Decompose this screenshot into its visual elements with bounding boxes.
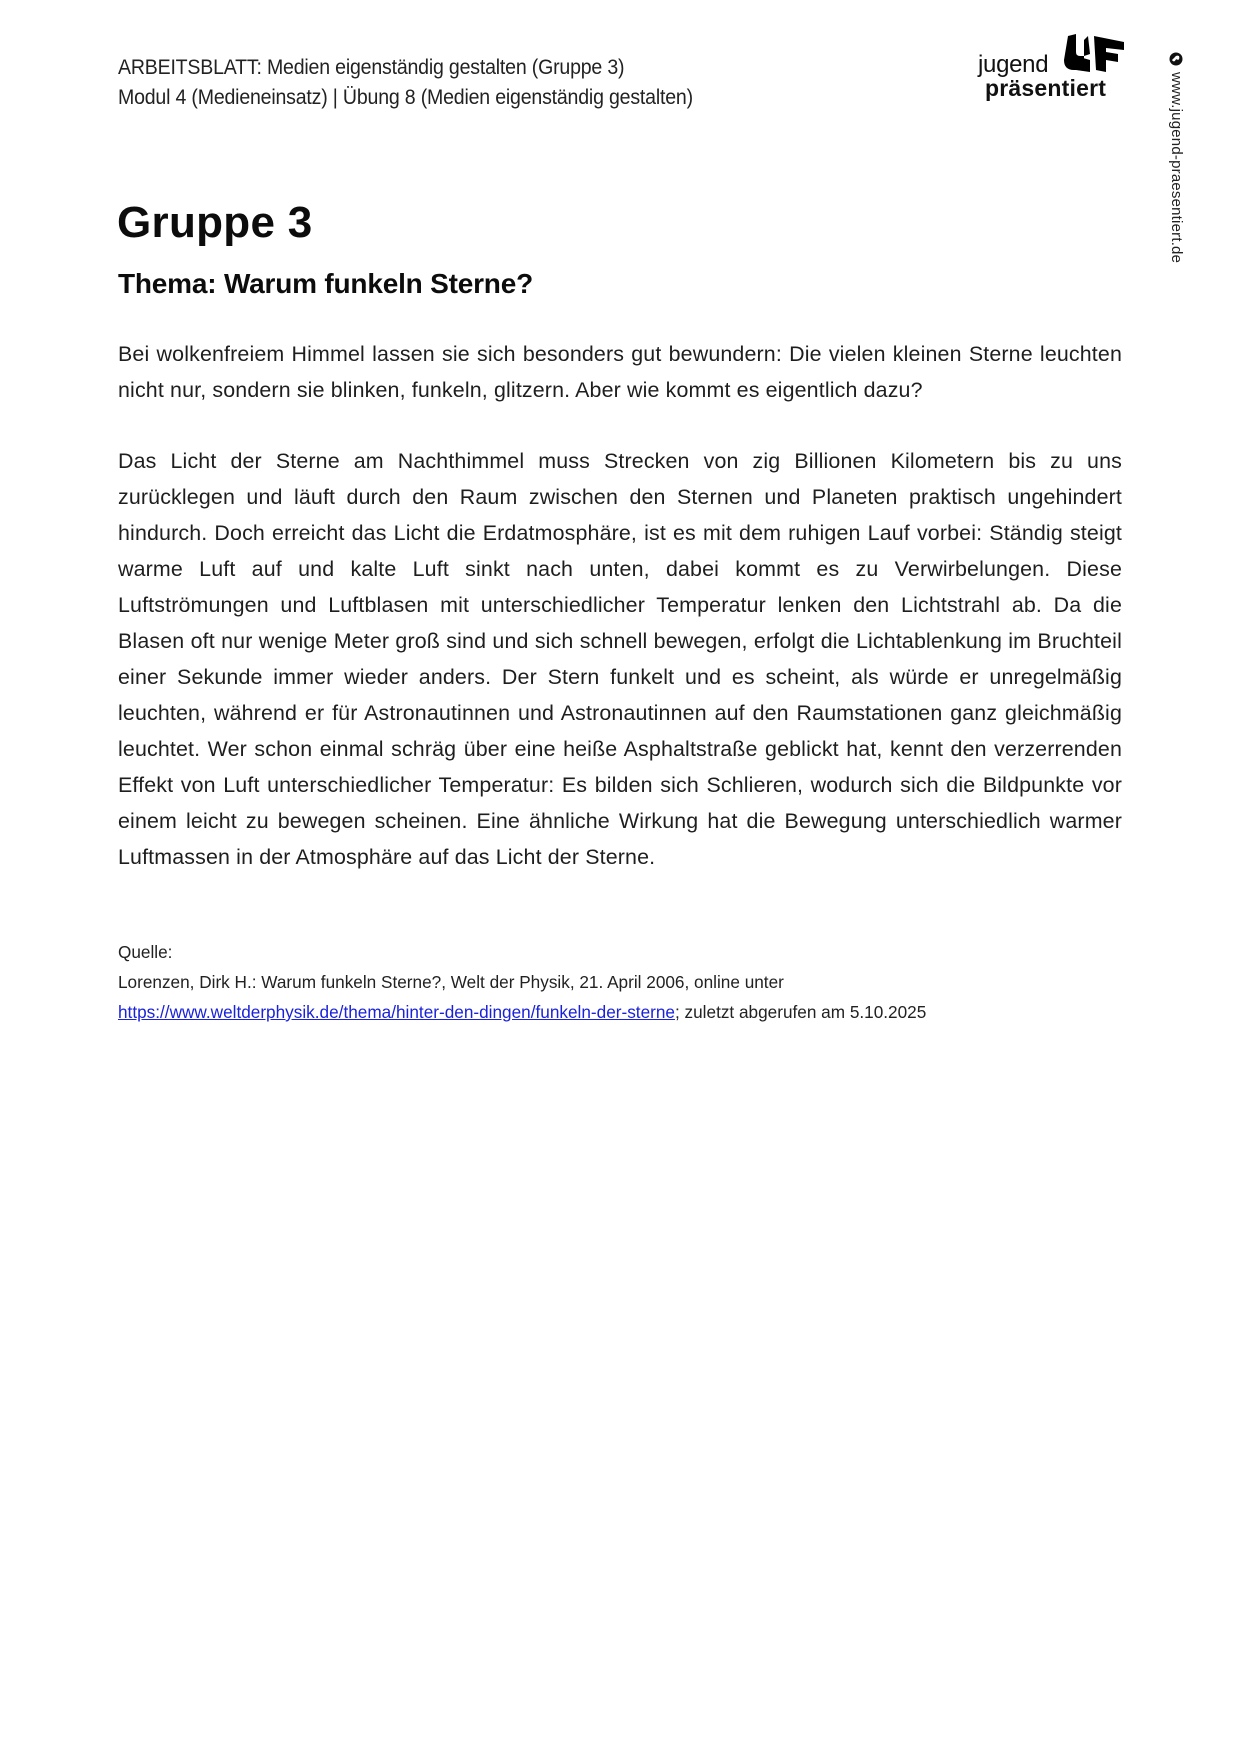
source-access-date: ; zuletzt abgerufen am 5.10.2025 [674, 1002, 927, 1022]
source-link-line [118, 997, 926, 1027]
website-url [1168, 52, 1185, 263]
worksheet-title-line: ARBEITSBLATT: Medien eigenständig gestalten (Gruppe 3) [118, 56, 625, 79]
intro-paragraph: Bei wolkenfreiem Himmel lassen sie sich besonders gut bewundern: Die vielen kleinen Sterne leuchten nicht nur, sondern sie blinken, funkeln, glitzern. Aber wie kommt es eigentlich dazu? [118, 342, 1122, 402]
jp-logo-mark-icon [1062, 30, 1128, 74]
source-section [118, 937, 926, 1027]
page-title: Gruppe 3 [117, 198, 313, 247]
globe-icon [1170, 52, 1184, 66]
body-paragraph: Das Licht der Sterne am Nachthimmel muss Strecken von zig Billionen Kilometern bis zu uns zurücklegen und läuft durch den Raum zwischen den Sternen und Planeten praktisch ungehindert hindurch. Doch erreicht das Licht die Erdatmosphäre, ist es mit dem ruhigen Lauf vorbei: Ständig steigt warme Luft auf und kalte Luft sinkt nach unten, dabei kommt es zu Verwirbelungen. Diese Luftströmungen und Luftblasen mit unterschiedlicher Temperatur lenken den Lichtstrahl ab. Da die Blasen oft nur wenige Meter groß sind und sich schnell bewegen, erfolgt die Lichtablenkung im Bruchteil einer Sekunde immer wieder anders. Der Stern funkelt und es scheint, als würde er unregelmäßig leuchten, während er für Astronautinnen und Astronautinnen auf den Raumstationen ganz gleichmäßig leuchtet. Wer schon einmal schräg über eine heiße Asphaltstraße geblickt hat, kennt den verzerrenden Effekt von Luft unterschiedlicher Temperatur: Es bilden sich Schlieren, wodurch sich die Bildpunkte vor einem leicht zu bewegen scheinen. Eine ähnliche Wirkung hat die Bewegung unterschiedlich warmer Luftmassen in der Atmosphäre auf das Licht der Sterne. [118, 449, 1122, 869]
logo-word-praesentiert: präsentiert [985, 75, 1107, 101]
worksheet-header [118, 53, 736, 113]
jugend-praesentiert-logo [978, 30, 1128, 105]
website-url-text: www.jugend-praesentiert.de [1168, 72, 1185, 264]
source-citation: Lorenzen, Dirk H.: Warum funkeln Sterne?, Welt der Physik, 21. April 2006, online unter [118, 972, 784, 992]
topic-subtitle: Thema: Warum funkeln Sterne? [118, 268, 533, 299]
source-label: Quelle: [118, 942, 173, 962]
module-line: Modul 4 (Medieneinsatz) | Übung 8 (Medien eigenständig gestalten) [118, 86, 693, 109]
logo-word-jugend: jugend [978, 51, 1049, 78]
source-link[interactable]: https://www.weltderphysik.de/thema/hinter-den-dingen/funkeln-der-sterne [118, 1002, 675, 1022]
